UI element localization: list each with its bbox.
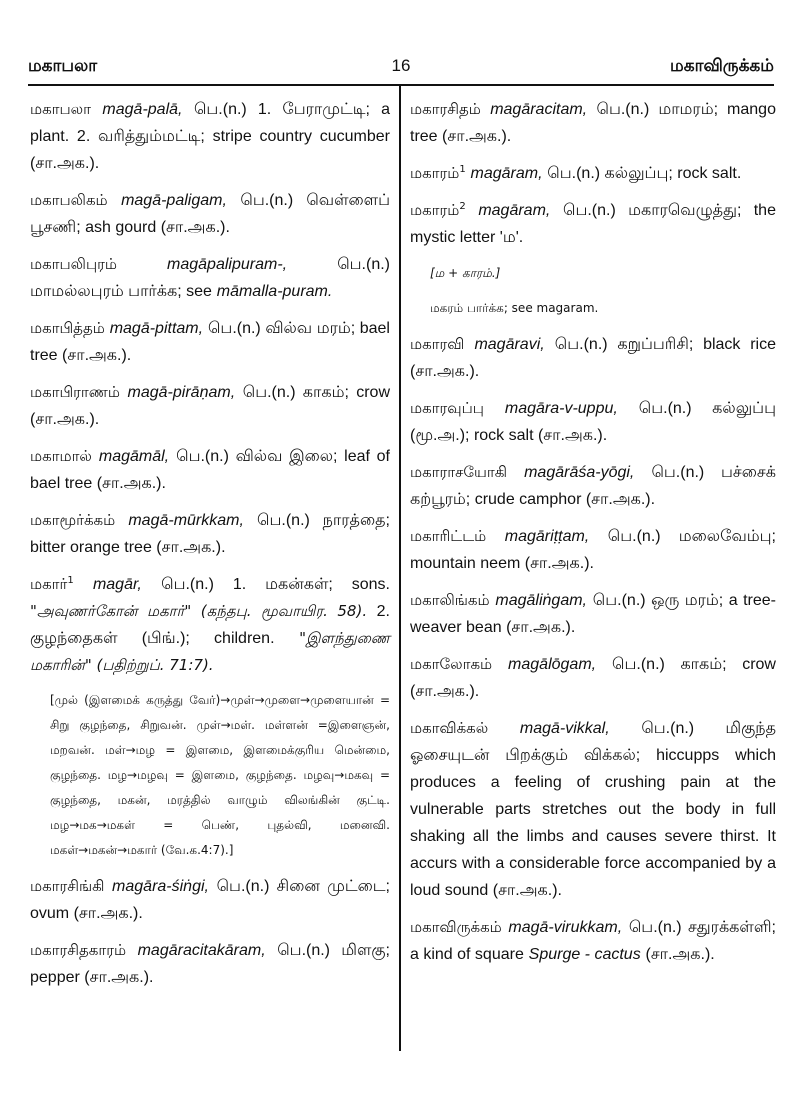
definition: பெ.(n.) மாமல்லபுரம் பார்க்க; see <box>30 256 390 300</box>
transliteration: magāracitam, <box>490 101 588 118</box>
transliteration: magār, <box>92 576 142 593</box>
transliteration: magālōgam, <box>508 656 597 673</box>
transliteration: magā-virukkam, <box>508 919 623 936</box>
definition: பெ.(n.) ஒரு மரம்; a tree-weaver bean (சா.அக.). <box>410 592 776 636</box>
transliteration: magā-mūrkkam, <box>128 512 244 529</box>
transliteration: magāracitakāram, <box>137 942 266 959</box>
transliteration: magāravi, <box>474 336 545 353</box>
transliteration: magā-pittam, <box>109 320 204 337</box>
dictionary-entry <box>410 587 776 641</box>
headword: மகாவிக்கல் <box>410 719 489 737</box>
transliteration: magāra-v-uppu, <box>504 400 618 417</box>
headword: மகாபித்தம் <box>30 319 105 337</box>
headword: மகாரசிதம் <box>410 100 481 118</box>
definition: பெ.(n.) 1. பேராமுட்டி; a plant. 2. வரித்தும்மட்டி; stripe country cucumber (சா.அக.). <box>30 101 390 172</box>
definition-italic-term: Spurge - cactus <box>528 946 641 963</box>
cross-reference-note: மகரம் பார்க்க; see magaram. <box>430 301 599 315</box>
dictionary-entry <box>30 187 390 241</box>
headword: மகாபிராணம் <box>30 383 120 401</box>
headword: மகாபலா <box>30 100 91 118</box>
definition: பெ.(n.) மிகுந்த ஓசையுடன் பிறக்கும் விக்கல்; hiccupps which produces a feeling of crushing pain at the vulnerable parts stretches out the body in full shaking all the limbs and causes severe thirst. It accurs with a considerable force accompanied by a loud sound (சா.அக.). <box>410 720 776 899</box>
headword: மகாரவுப்பு <box>410 399 484 417</box>
headword: மகாலோகம் <box>410 655 493 673</box>
cross-reference: māmalla-puram. <box>216 283 333 300</box>
dictionary-entry <box>410 914 776 968</box>
dictionary-entry <box>410 715 776 904</box>
dictionary-entry <box>410 459 776 513</box>
definition: பெ.(n.) மிளகு; pepper (சா.அக.). <box>30 942 390 986</box>
transliteration: magā-vikkal, <box>519 720 610 737</box>
page-header <box>28 54 774 86</box>
transliteration: magāram, <box>470 165 543 182</box>
headword: மகாரிட்டம் <box>410 527 487 545</box>
page-number: 16 <box>391 56 411 75</box>
transliteration: magāriṭṭam, <box>504 528 590 545</box>
definition: பெ.(n.) காகம்; crow (சா.அக.). <box>410 656 776 700</box>
headword: மகாமால் <box>30 447 92 465</box>
definition: பெ.(n.) கல்லுப்பு (மூ.அ.); rock salt (சா.அக.). <box>410 400 776 444</box>
transliteration: magāmāl, <box>98 448 170 465</box>
headword: மகாரசிங்கி <box>30 877 105 895</box>
dictionary-entry <box>30 379 390 433</box>
headword: மகாவிருக்கம் <box>410 918 502 936</box>
citation: "அவுணர்கோன் மகார்" (கந்தபு. மூவாயிர. 58). <box>30 602 368 620</box>
headword: மகார் <box>30 575 68 593</box>
definition: பெ.(n.) வெள்ளைப் பூசணி; ash gourd (சா.அக.). <box>30 192 390 236</box>
definition: பெ.(n.) கல்லுப்பு; rock salt. <box>547 165 742 182</box>
headword: மகாலிங்கம் <box>410 591 490 609</box>
headword: மகாரவி <box>410 335 465 353</box>
headword: மகாரசிதகாரம் <box>30 941 127 959</box>
transliteration: magā-paligam, <box>121 192 227 209</box>
etymology-formula: [ம + காரம்.] <box>430 266 501 280</box>
homonym-number: 2 <box>459 201 466 212</box>
definition: பெ.(n.) பச்சைக் கற்பூரம்; crude camphor (சா.அக.). <box>410 464 776 508</box>
definition-source: (சா.அக.). <box>645 946 715 963</box>
dictionary-entry <box>30 937 390 991</box>
definition: பெ.(n.) நாரத்தை; bitter orange tree (சா.அக.). <box>30 512 390 556</box>
headword: மகாபலிபுரம் <box>30 255 117 273</box>
transliteration: magāliṅgam, <box>495 592 587 609</box>
transliteration: magārāśa-yōgi, <box>524 464 635 481</box>
dictionary-entry <box>30 571 390 678</box>
dictionary-entry <box>30 443 390 497</box>
dictionary-entry <box>30 315 390 369</box>
definition: பெ.(n.) மாமரம்; mango tree (சா.அக.). <box>410 101 776 145</box>
dictionary-entry <box>410 651 776 705</box>
header-left-guideword: மகாபலா <box>28 56 98 76</box>
transliteration: magā-palā, <box>102 101 183 118</box>
transliteration: magāram, <box>478 202 551 219</box>
definition: பெ.(n.) வில்வ மரம்; bael tree (சா.அக.). <box>30 320 390 364</box>
transliteration: magāra-śiṅgi, <box>112 878 209 895</box>
dictionary-entry <box>30 507 390 561</box>
definition: பெ.(n.) கறுப்பரிசி; black rice (சா.அக.). <box>410 336 776 380</box>
headword: மகாபலிகம் <box>30 191 108 209</box>
definition: பெ.(n.) வில்வ இலை; leaf of bael tree (சா.அக.). <box>30 448 390 492</box>
dictionary-entry <box>410 395 776 449</box>
dictionary-entry <box>410 331 776 385</box>
headword: மகாமூர்க்கம் <box>30 511 116 529</box>
header-right-guideword: மகாவிருக்கம் <box>670 56 774 76</box>
transliteration: magā-pirāṇam, <box>127 384 236 401</box>
dictionary-entry <box>30 873 390 927</box>
headword: மகாராசயோகி <box>410 463 508 481</box>
dictionary-entry <box>410 96 776 150</box>
citation: "இளந்துணை மகாரின்" (பதிற்றுப். 71:7). <box>30 629 390 674</box>
headword: மகாரம் <box>410 201 460 219</box>
dictionary-entry <box>410 160 776 187</box>
definition: பெ.(n.) காகம்; crow (சா.அக.). <box>30 384 390 428</box>
definition: 2. குழந்தைகள் (பிங்.); children. <box>30 603 390 647</box>
dictionary-entry <box>30 251 390 305</box>
dictionary-entry <box>410 197 776 251</box>
etymology-note: [முல் (இளமைக் கருத்து வேர்)→முள்→முளை→முளையான் = சிறு குழந்தை, சிறுவன். முள்→மள். மள்ளன் =இளைஞன், மறவன். மள்→மழ = இளமை, இளமைக்குரிய மென்மை, குழந்தை. மழ→மழவு = இளமை, குழந்தை. மழவு→மகவு = குழந்தை, மகன், மரத்தில் வாழும் விலங்கின் குட்டி. மழ→மக→மகள் = பெண், புதல்வி, மனைவி. மகள்→மகன்→மகார் (வே.க.4:7).] <box>50 693 390 857</box>
homonym-number: 1 <box>459 164 466 175</box>
column-divider <box>399 86 401 1051</box>
definition: பெ.(n.) சதுரக்கள்ளி; a kind of square <box>410 919 776 963</box>
right-column <box>410 96 776 978</box>
dictionary-entry <box>30 96 390 177</box>
headword: மகாரம் <box>410 164 460 182</box>
dictionary-entry <box>410 523 776 577</box>
definition: பெ.(n.) சினை முட்டை; ovum (சா.அக.). <box>30 878 390 922</box>
definition: பெ.(n.) மலைவேம்பு; mountain neem (சா.அக.). <box>410 528 776 572</box>
etymology-note <box>430 261 776 286</box>
transliteration: magāpalipuram-, <box>167 256 288 273</box>
definition: பெ.(n.) 1. மகன்கள்; sons. <box>161 576 390 593</box>
left-column <box>30 96 390 1001</box>
homonym-number: 1 <box>67 575 74 586</box>
definition: பெ.(n.) மகாரவெழுத்து; the mystic letter 'ம'. <box>410 202 776 246</box>
